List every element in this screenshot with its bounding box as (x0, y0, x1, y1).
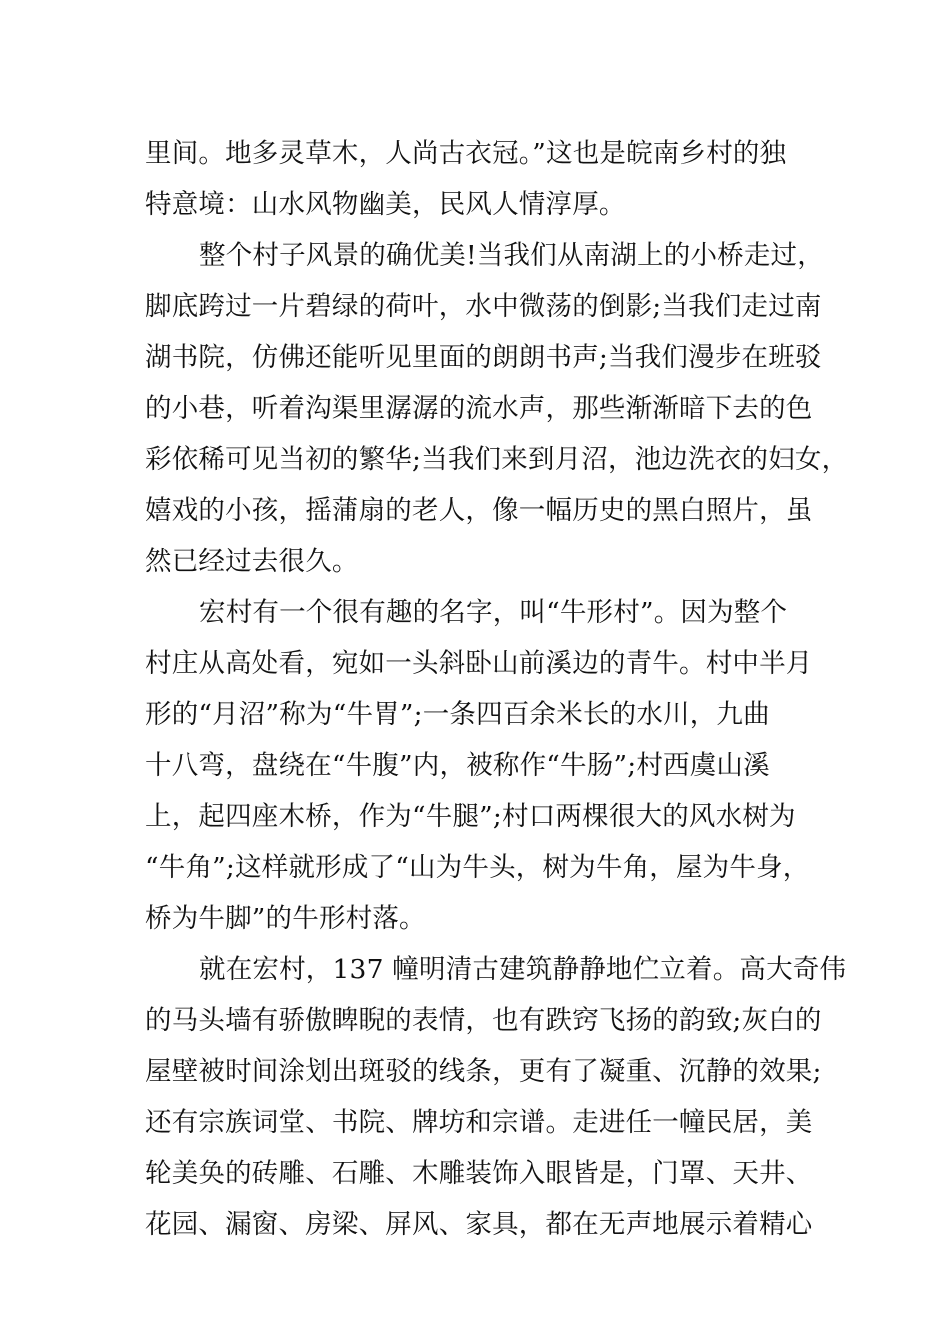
text-line: 然已经过去很久。 (145, 546, 359, 577)
body-text (145, 128, 849, 1250)
text-line: 湖书院，仿佛还能听见里面的朗朗书声;当我们漫步在班驳 (145, 342, 822, 373)
text-line: 十八弯，盘绕在“牛腹”内，被称作“牛肠”;村西虞山溪 (145, 750, 770, 781)
text-line: 桥为牛脚”的牛形村落。 (145, 903, 426, 934)
text-line: 屋壁被时间涂划出斑驳的线条，更有了凝重、沉静的效果; (145, 1056, 822, 1087)
text-line: 花园、漏窗、房梁、屏风、家具，都在无声地展示着精心 (145, 1209, 813, 1240)
text-line: 轮美奂的砖雕、石雕、木雕装饰入眼皆是，门罩、天井、 (145, 1158, 813, 1189)
text-line: 上，起四座木桥，作为“牛腿”;村口两棵很大的风水树为 (145, 801, 796, 832)
text-line: 特意境：山水风物幽美，民风人情淳厚。 (145, 189, 626, 220)
text-line: 形的“月沼”称为“牛胃”;一条四百余米长的水川，九曲 (145, 699, 770, 730)
paragraph-first-line: 就在宏村，137 幢明清古建筑静静地伫立着。高大奇伟 (199, 954, 847, 985)
text-line: 彩依稀可见当初的繁华;当我们来到月沼，池边洗衣的妇女， (145, 444, 849, 475)
paragraph-first-line: 整个村子风景的确优美!当我们从南湖上的小桥走过， (199, 240, 824, 271)
text-line: 村庄从高处看，宛如一头斜卧山前溪边的青牛。村中半月 (145, 648, 813, 679)
text-line: 的马头墙有骄傲睥睨的表情，也有跌窍飞扬的韵致;灰白的 (145, 1005, 822, 1036)
text-line: 的小巷，听着沟渠里潺潺的流水声，那些渐渐暗下去的色 (145, 393, 813, 424)
paragraph-first-line: 宏村有一个很有趣的名字，叫“牛形村”。因为整个 (199, 597, 788, 628)
text-line: “牛角”;这样就形成了“山为牛头，树为牛角，屋为牛身， (145, 852, 810, 883)
text-line: 还有宗族词堂、书院、牌坊和宗谱。走进任一幢民居，美 (145, 1107, 813, 1138)
text-line: 里间。地多灵草木，人尚古衣冠。”这也是皖南乡村的独 (145, 138, 787, 169)
text-line: 嬉戏的小孩，摇蒲扇的老人，像一幅历史的黑白照片，虽 (145, 495, 813, 526)
text-line: 脚底跨过一片碧绿的荷叶，水中微荡的倒影;当我们走过南 (145, 291, 822, 322)
